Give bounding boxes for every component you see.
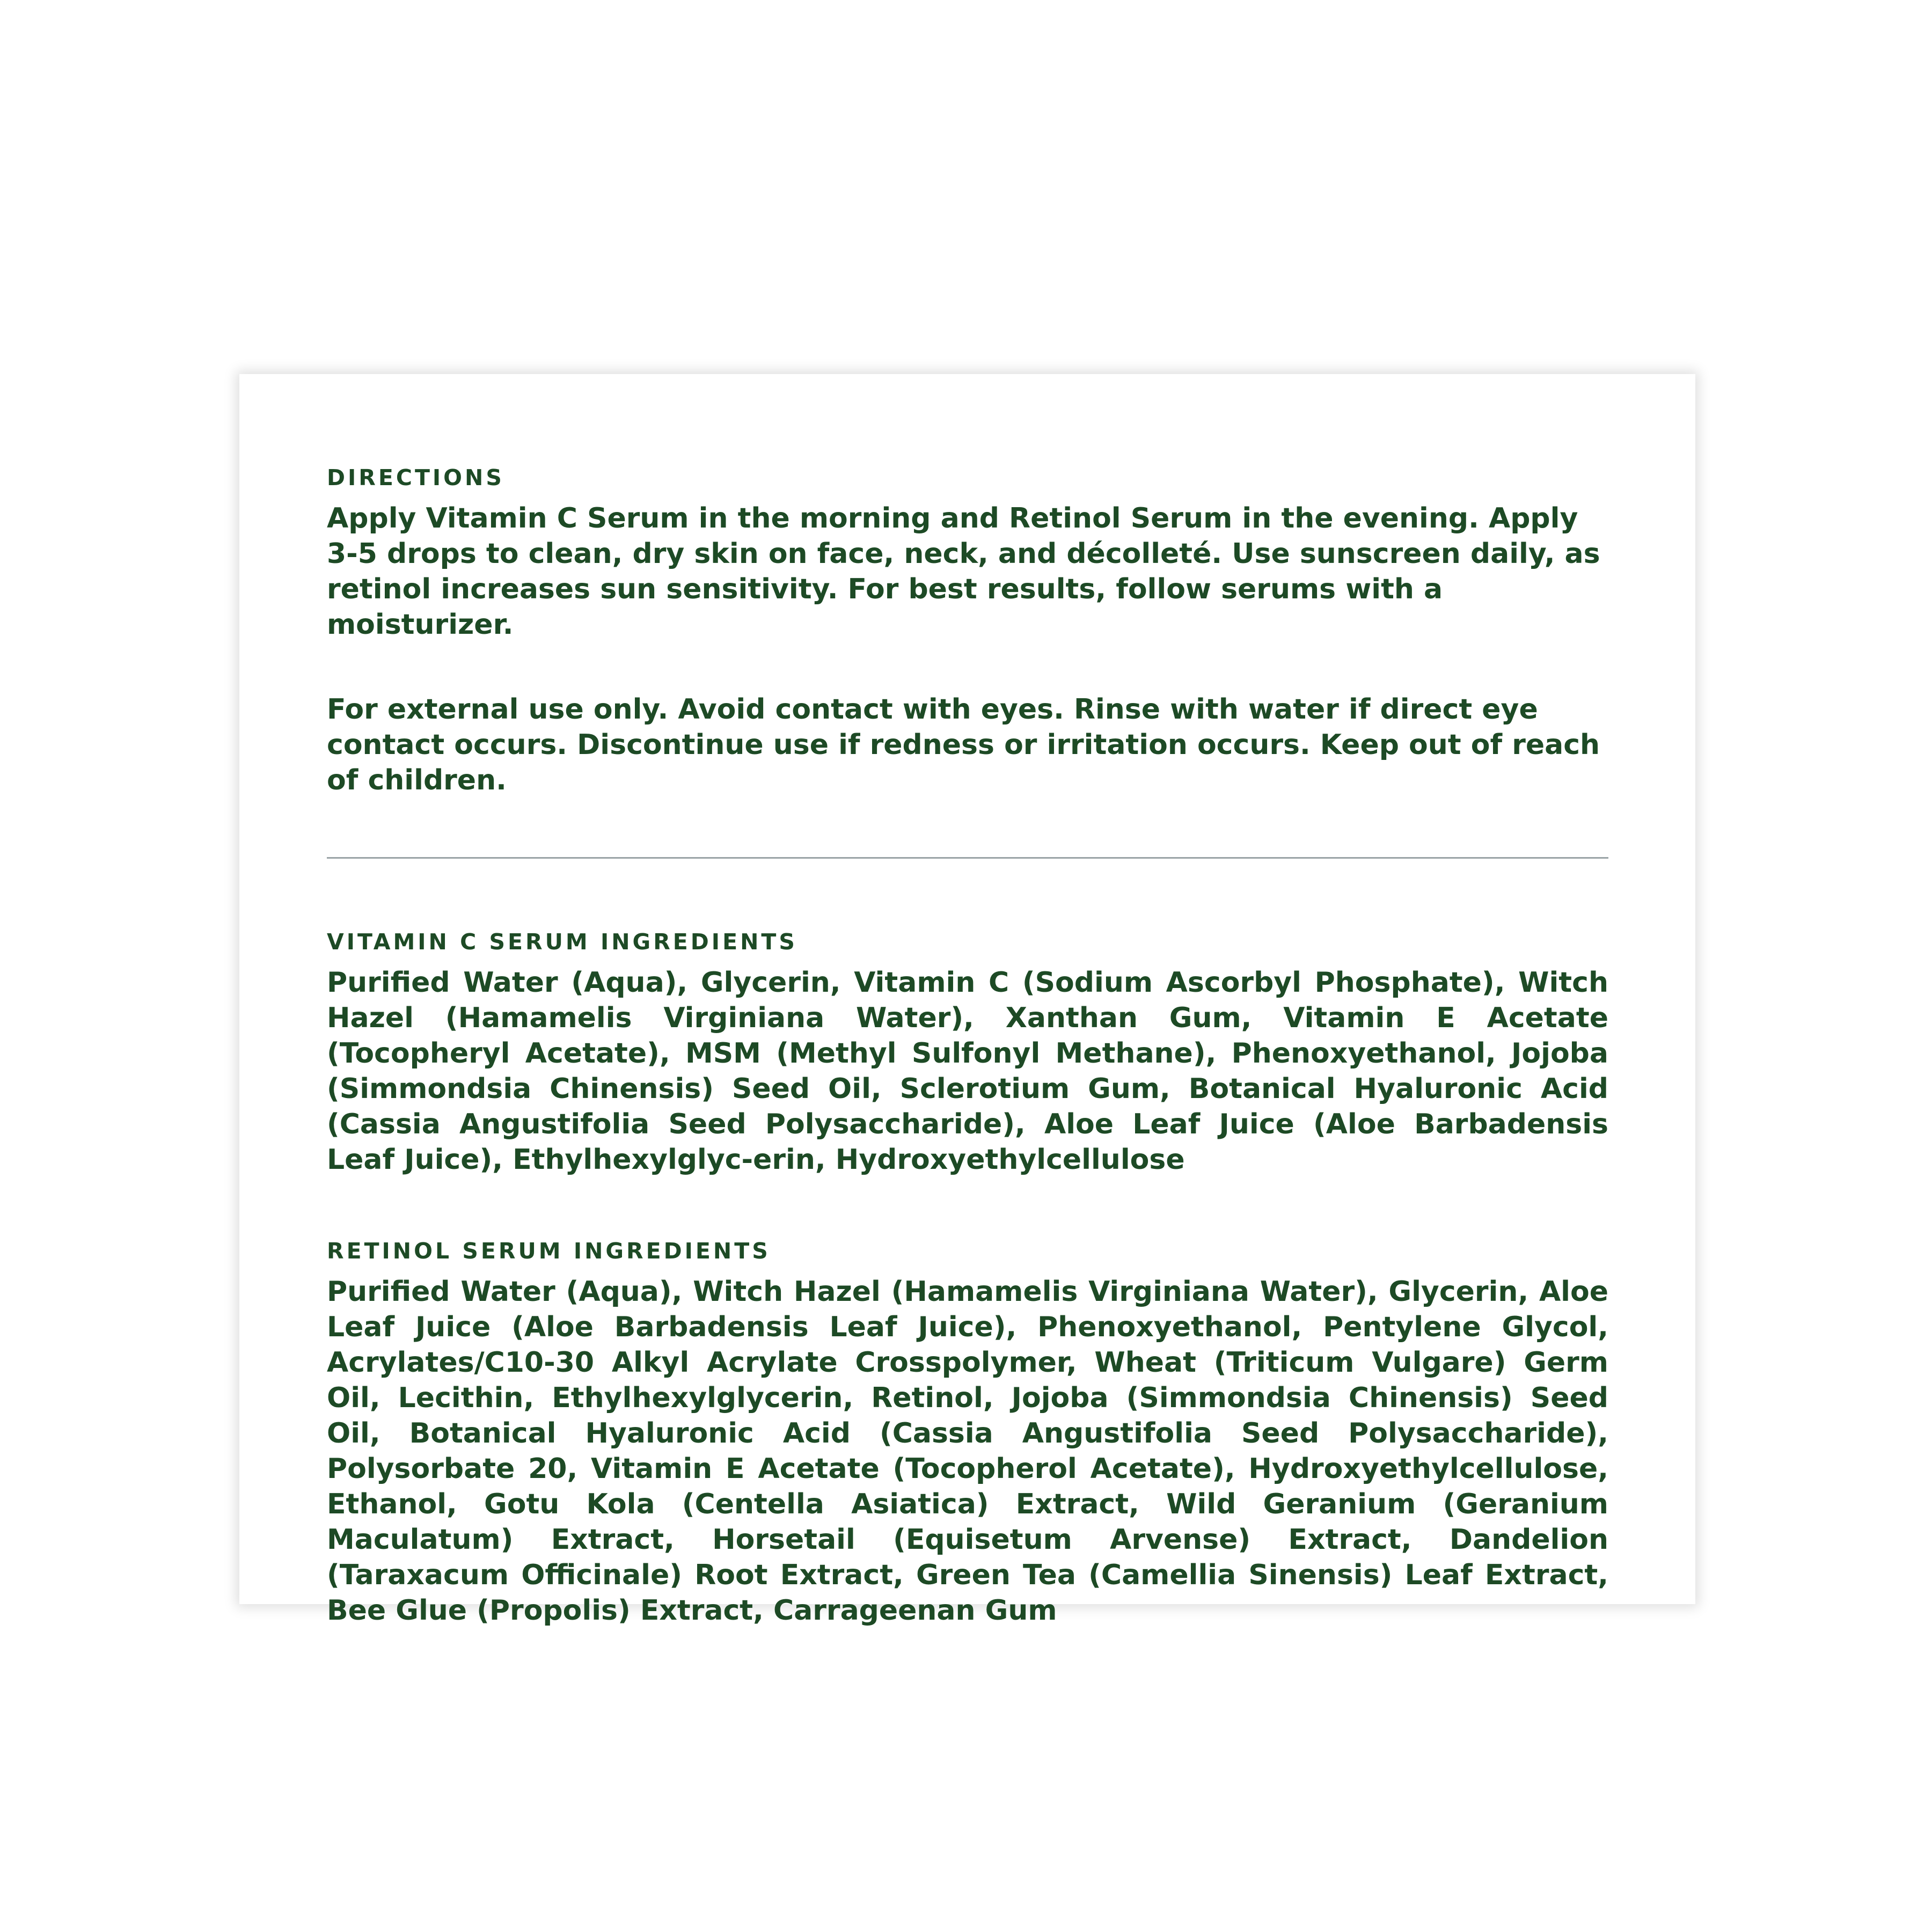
warning-text: For external use only. Avoid contact with eyes. Rinse with water if direct eye contact occurs. Discontinue use if redness or irritation occurs. Keep out of reach of children.	[327, 693, 1600, 796]
vitamin-c-ingredients-text: Purified Water (Aqua), Glycerin, Vitamin C (Sodium Ascorbyl Phosphate), Witch Hazel (Hamamelis Virginiana Water), Xanthan Gum, Vitamin E Acetate (Tocopheryl Acetate), MSM (Methyl Sulfonyl Methane), Phenoxyethanol, Jojoba (Simmondsia Chinensis) Seed Oil, Sclerotium Gum, Botanical Hyaluronic Acid (Cassia Angustifolia Seed Polysaccharide), Aloe Leaf Juice (Aloe Barbadensis Leaf Juice), Ethylhexylglyc-erin, Hydroxyethylcellulose	[327, 967, 1608, 1176]
vitamin-c-ingredients-section	[327, 928, 1608, 1177]
vitamin-c-heading: VITAMIN C SERUM INGREDIENTS	[327, 929, 797, 955]
retinol-heading: RETINOL SERUM INGREDIENTS	[327, 1238, 771, 1264]
directions-text: Apply Vitamin C Serum in the morning and Retinol Serum in the evening. Apply 3-5 drops to clean, dry skin on face, neck, and décolleté. Use sunscreen daily, as retinol increases sun sensitivity. For best results, follow serums with a moisturizer.	[327, 502, 1600, 641]
section-divider	[327, 857, 1608, 859]
label-content	[327, 464, 1608, 1628]
retinol-ingredients-section	[327, 1238, 1608, 1628]
directions-section	[327, 464, 1608, 798]
directions-heading: DIRECTIONS	[327, 465, 504, 491]
retinol-ingredients-text: Purified Water (Aqua), Witch Hazel (Hamamelis Virginiana Water), Glycerin, Aloe Leaf Juice (Aloe Barbadensis Leaf Juice), Phenoxyethanol, Pentylene Glycol, Acrylates/C10-30 Alkyl Acrylate Crosspolymer, Wheat (Triticum Vulgare) Germ Oil, Lecithin, Ethylhexylglycerin, Retinol, Jojoba (Simmondsia Chinensis) Seed Oil, Botanical Hyaluronic Acid (Cassia Angustifolia Seed Polysaccharide), Polysorbate 20, Vitamin E Acetate (Tocopherol Acetate), Hydroxyethylcellulose, Ethanol, Gotu Kola (Centella Asiatica) Extract, Wild Geranium (Geranium Maculatum) Extract, Horsetail (Equisetum Arvense) Extract, Dandelion (Taraxacum Officinale) Root Extract, Green Tea (Camellia Sinensis) Leaf Extract, Bee Glue (Propolis) Extract, Carrageenan Gum	[327, 1276, 1608, 1627]
label-card	[239, 374, 1695, 1627]
